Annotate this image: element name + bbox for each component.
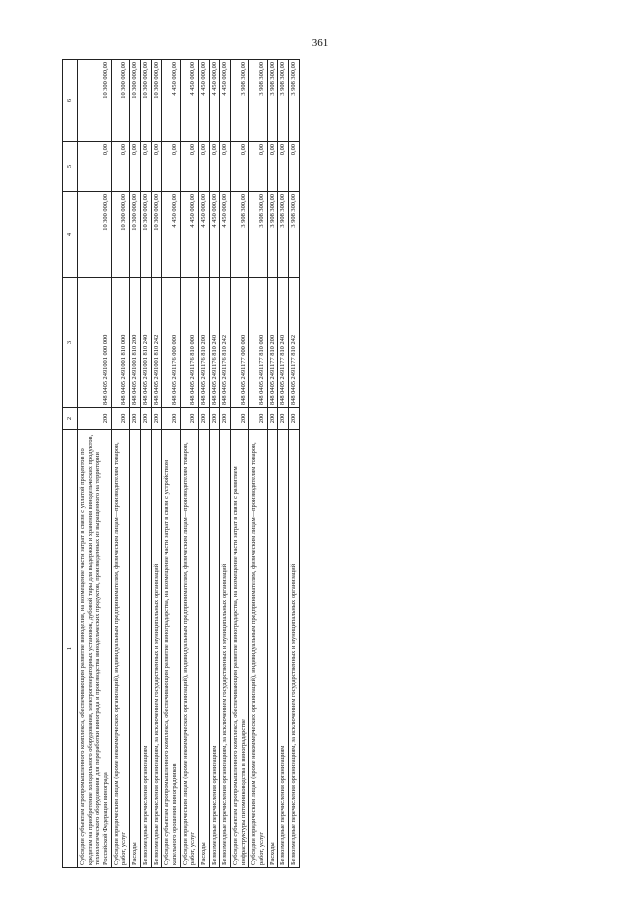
row-code-cell: 200 — [140, 408, 151, 430]
table-row — [231, 60, 249, 868]
row-code-cell: 200 — [180, 408, 198, 430]
row-amount-col4-cell: 10 300 000,00 — [130, 192, 141, 278]
table-row — [267, 60, 278, 868]
row-code-cell: 200 — [267, 408, 278, 430]
row-classification-code-cell: 848 0405 2491176 810 200 — [198, 278, 209, 408]
row-amount-col6-cell: 4 450 000,00 — [220, 60, 231, 142]
row-amount-col6-cell: 4 450 000,00 — [180, 60, 198, 142]
table-row — [162, 60, 180, 868]
row-amount-col6-cell: 4 450 000,00 — [198, 60, 209, 142]
row-code-cell: 200 — [249, 408, 267, 430]
row-code-cell: 200 — [198, 408, 209, 430]
table-row — [289, 60, 300, 868]
row-classification-code-cell: 848 0405 2491177 810 200 — [267, 278, 278, 408]
row-amount-col4-cell: 10 300 000,00 — [140, 192, 151, 278]
row-amount-col5-cell: 0,00 — [249, 142, 267, 192]
row-classification-code-cell: 848 0405 2491176 810 242 — [220, 278, 231, 408]
row-amount-col4-cell: 10 300 000,00 — [111, 192, 129, 278]
row-amount-col5-cell: 0,00 — [78, 142, 112, 192]
row-code-cell: 200 — [209, 408, 220, 430]
row-name-cell: Расходы — [130, 430, 141, 868]
table-body — [78, 60, 300, 868]
row-classification-code-cell: 848 0405 2491001 810 242 — [151, 278, 162, 408]
budget-table — [62, 59, 300, 868]
table-row — [151, 60, 162, 868]
row-amount-col4-cell: 3 908 300,00 — [249, 192, 267, 278]
row-classification-code-cell: 848 0405 2491177 000 000 — [231, 278, 249, 408]
row-amount-col5-cell: 0,00 — [289, 142, 300, 192]
column-header: 1 — [63, 430, 78, 868]
row-amount-col4-cell: 10 300 000,00 — [151, 192, 162, 278]
rotated-table-area — [62, 60, 576, 868]
row-amount-col5-cell: 0,00 — [198, 142, 209, 192]
table-header-row — [63, 60, 78, 868]
row-amount-col4-cell: 3 908 300,00 — [289, 192, 300, 278]
row-name-cell: Субсидии юридическим лицам (кроме некоммерческих организаций), индивидуальным предпринимателям, физическим лицам—производителям товаров, работ, услуг — [180, 430, 198, 868]
row-code-cell: 200 — [162, 408, 180, 430]
column-header: 2 — [63, 408, 78, 430]
row-amount-col5-cell: 0,00 — [140, 142, 151, 192]
row-amount-col6-cell: 3 908 300,00 — [231, 60, 249, 142]
row-amount-col6-cell: 3 908 300,00 — [249, 60, 267, 142]
row-classification-code-cell: 848 0405 2491176 000 000 — [162, 278, 180, 408]
row-classification-code-cell: 848 0405 2491177 810 000 — [249, 278, 267, 408]
row-amount-col6-cell: 10 300 000,00 — [111, 60, 129, 142]
column-header: 5 — [63, 142, 78, 192]
column-header: 3 — [63, 278, 78, 408]
table-row — [198, 60, 209, 868]
table-row — [209, 60, 220, 868]
row-name-cell: Безвозмездные перечисления организациям — [140, 430, 151, 868]
row-code-cell: 200 — [151, 408, 162, 430]
row-name-cell: Безвозмездные перечисления организациям, за исключением государственных и муниципальных организаций — [151, 430, 162, 868]
table-row — [278, 60, 289, 868]
row-code-cell: 200 — [130, 408, 141, 430]
row-amount-col5-cell: 0,00 — [278, 142, 289, 192]
table-row — [220, 60, 231, 868]
row-amount-col6-cell: 4 450 000,00 — [209, 60, 220, 142]
row-amount-col4-cell: 3 908 300,00 — [231, 192, 249, 278]
row-amount-col4-cell: 4 450 000,00 — [162, 192, 180, 278]
row-amount-col5-cell: 0,00 — [220, 142, 231, 192]
page-number: 361 — [311, 37, 329, 49]
row-name-cell: Субсидии юридическим лицам (кроме некоммерческих организаций), индивидуальным предпринимателям, физическим лицам—производителям товаров, работ, услуг — [111, 430, 129, 868]
column-header: 4 — [63, 192, 78, 278]
row-code-cell: 200 — [78, 408, 112, 430]
row-classification-code-cell: 848 0405 2491001 810 000 — [111, 278, 129, 408]
table-row — [130, 60, 141, 868]
row-classification-code-cell: 848 0405 2491001 000 000 — [78, 278, 112, 408]
row-amount-col6-cell: 4 450 000,00 — [162, 60, 180, 142]
table-row — [111, 60, 129, 868]
row-amount-col6-cell: 3 908 300,00 — [267, 60, 278, 142]
table-row — [249, 60, 267, 868]
row-amount-col5-cell: 0,00 — [130, 142, 141, 192]
row-classification-code-cell: 848 0405 2491177 810 240 — [278, 278, 289, 408]
row-amount-col5-cell: 0,00 — [151, 142, 162, 192]
row-name-cell: Безвозмездные перечисления организациям, за исключением государственных и муниципальных организаций — [289, 430, 300, 868]
row-amount-col6-cell: 10 300 000,00 — [151, 60, 162, 142]
row-amount-col6-cell: 10 300 000,00 — [130, 60, 141, 142]
row-name-cell: Субсидии юридическим лицам (кроме некоммерческих организаций), индивидуальным предпринимателям, физическим лицам—производителям товаров, работ, услуг — [249, 430, 267, 868]
row-amount-col6-cell: 3 908 300,00 — [289, 60, 300, 142]
rotated-table-container — [62, 60, 576, 868]
row-classification-code-cell: 848 0405 2491001 810 200 — [130, 278, 141, 408]
row-code-cell: 200 — [278, 408, 289, 430]
row-name-cell: Расходы — [267, 430, 278, 868]
row-classification-code-cell: 848 0405 2491176 810 240 — [209, 278, 220, 408]
row-classification-code-cell: 848 0405 2491177 810 242 — [289, 278, 300, 408]
row-amount-col4-cell: 4 450 000,00 — [180, 192, 198, 278]
row-amount-col6-cell: 10 300 000,00 — [140, 60, 151, 142]
row-code-cell: 200 — [289, 408, 300, 430]
row-amount-col6-cell: 3 908 300,00 — [278, 60, 289, 142]
row-amount-col5-cell: 0,00 — [111, 142, 129, 192]
row-amount-col5-cell: 0,00 — [267, 142, 278, 192]
table-row — [140, 60, 151, 868]
row-classification-code-cell: 848 0405 2491001 810 240 — [140, 278, 151, 408]
row-name-cell: Расходы — [198, 430, 209, 868]
row-amount-col5-cell: 0,00 — [231, 142, 249, 192]
row-name-cell: Безвозмездные перечисления организациям, за исключением государственных и муниципальных организаций — [220, 430, 231, 868]
row-name-cell: Безвозмездные перечисления организациям — [209, 430, 220, 868]
row-amount-col4-cell: 3 908 300,00 — [278, 192, 289, 278]
column-header: 6 — [63, 60, 78, 142]
row-amount-col4-cell: 3 908 300,00 — [267, 192, 278, 278]
row-code-cell: 200 — [111, 408, 129, 430]
row-name-cell: Безвозмездные перечисления организациям — [278, 430, 289, 868]
row-amount-col4-cell: 4 450 000,00 — [220, 192, 231, 278]
row-code-cell: 200 — [220, 408, 231, 430]
table-row — [78, 60, 112, 868]
row-amount-col5-cell: 0,00 — [180, 142, 198, 192]
row-name-cell: Субсидии субъектам агропромышленного комплекса, обеспечивающим развитие виноградарства, на возмещение части затрат в связи с развитием инфраструктуры питомниководства в виноградарстве — [231, 430, 249, 868]
row-amount-col4-cell: 10 300 000,00 — [78, 192, 112, 278]
row-name-cell: Субсидии субъектам агропромышленного комплекса, обеспечивающим развитие виноградарства, на возмещение части затрат в связи с устройством капельного орошения виноградников — [162, 430, 180, 868]
row-amount-col5-cell: 0,00 — [209, 142, 220, 192]
row-amount-col5-cell: 0,00 — [162, 142, 180, 192]
row-amount-col4-cell: 4 450 000,00 — [209, 192, 220, 278]
row-amount-col4-cell: 4 450 000,00 — [198, 192, 209, 278]
table-row — [180, 60, 198, 868]
row-code-cell: 200 — [231, 408, 249, 430]
row-amount-col6-cell: 10 300 000,00 — [78, 60, 112, 142]
row-name-cell: Субсидии субъектам агропромышленного комплекса, обеспечивающим развитие виноделия, на возмещение части затрат в связи с уплатой процентов по кредитам на приобретение холодильного оборудования, электрогенераторных установок, дубовой тары для выдержки и хранения винодельческих продуктов, технологического оборудования для переработки винограда и производства винодельческих продуктов, произведенных из выращенного на территории Российской Федерации винограда — [78, 430, 112, 868]
row-classification-code-cell: 848 0405 2491176 810 000 — [180, 278, 198, 408]
